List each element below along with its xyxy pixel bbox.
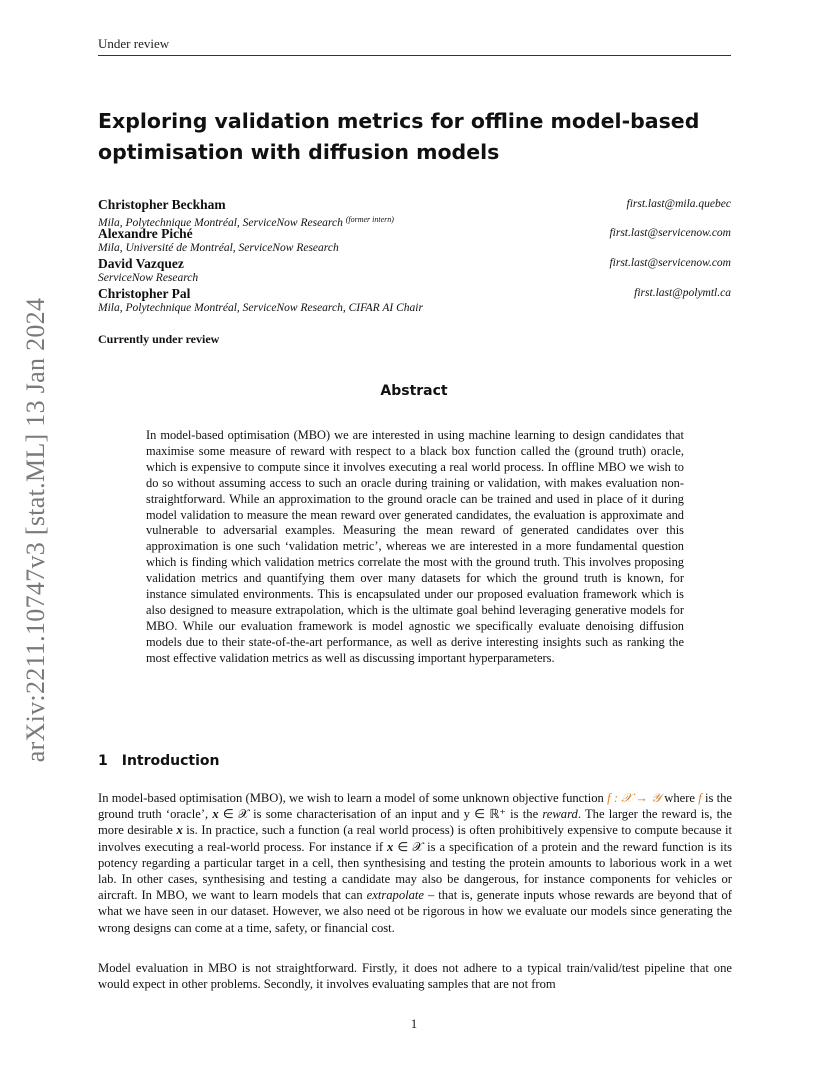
author-block — [98, 256, 731, 286]
intro-paragraph: In model-based optimisation (MBO), we wish to learn a model of some unknown objective function f : 𝒳 → 𝒴 where f is the ground truth ‘oracle’, x ∈ 𝒳 is some characterisation of an input and y ∈ ℝ⁺ is the reward. The larger the reward is, the more desirable x is. In practice, such a function (a real world process) is often prohibitively expensive to compute because it involves executing a real-world process. For instance if x ∈ 𝒳 is a specification of a protein and the reward function is its potency regarding a particular target in a cell, then synthesising and testing the protein amounts to laborious work in a wet lab. In other cases, synthesising and testing a candidate may also be dangerous, for instance components for vehicles or aircraft. In MBO, we want to learn models that can extrapolate – that is, generate inputs whose rewards are beyond that of what we have seen in our dataset. However, we also need ot be rigorous in how we evaluate our models since generating the wrong designs can come at a time, safety, or financial cost. — [98, 791, 732, 935]
author-email: first.last@servicenow.com — [609, 227, 731, 239]
author-affiliation: Mila, Polytechnique Montréal, ServiceNow Research, CIFAR AI Chair — [98, 302, 423, 314]
author-block — [98, 226, 731, 256]
abstract-heading: Abstract — [380, 383, 448, 399]
author-name: Alexandre Piché — [98, 226, 193, 241]
abstract-body: In model-based optimisation (MBO) we are interested in using machine learning to design candidates that maximise some measure of reward with respect to a black box function called the (ground truth) oracle, which is expensive to compute since it involves executing a real world process. In offline MBO we wish to do so without assuming access to such an oracle during training or validation, with makes evaluation non-straightforward. While an approximation to the ground oracle can be trained and used in place of it during model validation to measure the mean reward over generated candidates, the evaluation is approximate and vulnerable to adversarial examples. Measuring the mean reward of generated candidates over this approximation is one such ‘validation metric’, whereas we are interested in a more fundamental question which is finding which validation metrics correlate the most with the ground truth. This involves proposing validation metrics and quantifying them over many datasets for which the ground truth is known, for instance simulated environments. This is encapsulated under our proposed evaluation framework which is also designed to measure extrapolation, which is the ultimate goal behind leveraging generative models for MBO. While our evaluation framework is model agnostic we specifically evaluate denoising diffusion models due to their state-of-the-art performance, as well as derive interesting insights such as ranking the most effective validation metrics as well as discussing important hyperparameters. — [146, 428, 684, 665]
review-status-note: Currently under review — [98, 332, 220, 346]
author-email: first.last@mila.quebec — [626, 198, 731, 210]
author-affiliation: Mila, Polytechnique Montréal, ServiceNow Research $^{(former intern)}$ — [98, 215, 394, 229]
function-signature: f : 𝒳 → 𝒴 — [607, 791, 662, 805]
extrapolate-term: extrapolate — [366, 888, 425, 903]
paper-title: Exploring validation metrics for offline model-based optimisation with diffusion models — [98, 109, 700, 164]
arxiv-identifier-stamp[interactable]: arXiv:2211.10747v3 [stat.ML] 13 Jan 2024 — [21, 297, 50, 763]
reward-term: reward — [542, 807, 578, 822]
author-affiliation: ServiceNow Research — [98, 272, 199, 284]
author-name: David Vazquez — [98, 256, 184, 271]
section-heading — [98, 753, 220, 769]
author-block — [98, 286, 731, 316]
author-name: Christopher Beckham — [98, 197, 226, 212]
author-email: first.last@servicenow.com — [609, 257, 731, 269]
section-title: Introduction — [121, 753, 220, 769]
intro-paragraph: Model evaluation in MBO is not straightforward. Firstly, it does not adhere to a typical train/valid/test pipeline that one would expect in other problems. Secondly, it involves evaluating samples that are not from — [98, 961, 732, 992]
section-number: 1 — [98, 753, 108, 769]
function-symbol: f — [698, 791, 702, 805]
page-number: 1 — [410, 1017, 418, 1031]
author-note: (former intern) — [345, 215, 394, 224]
running-header: Under review — [98, 36, 731, 56]
author-name: Christopher Pal — [98, 286, 191, 301]
author-email: first.last@polymtl.ca — [634, 287, 731, 299]
author-affiliation: Mila, Université de Montréal, ServiceNow Research — [98, 242, 339, 254]
